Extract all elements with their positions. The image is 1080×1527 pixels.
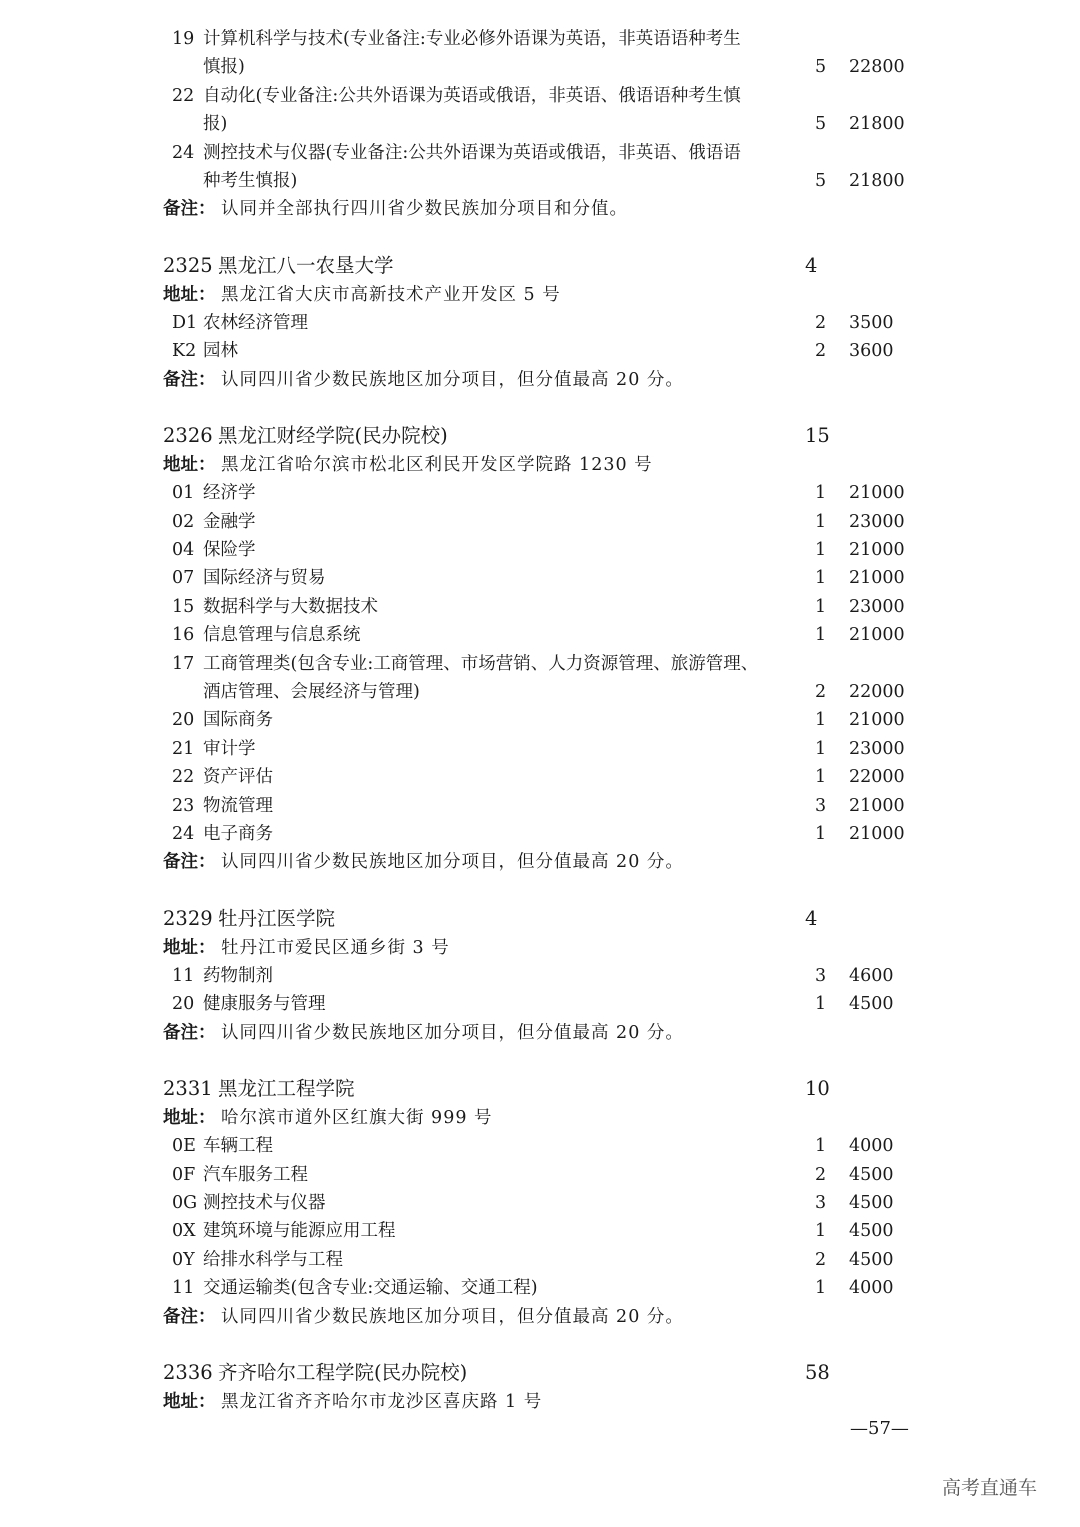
school-name: 黑龙江工程学院 [218,1077,355,1101]
major-name: 车辆工程 [203,1136,273,1157]
school-header [0,1075,1080,1103]
major-count: 1 [815,596,827,617]
major-code: 20 [172,710,195,731]
major-code: 24 [172,823,195,844]
major-code: 0Y [172,1249,195,1270]
major-code: 02 [172,511,195,532]
major-name: 电子商务 [203,823,273,844]
major-fee: 4600 [849,965,894,986]
major-fee: 21000 [849,625,905,646]
note-row [0,1303,1080,1331]
address-text: 牡丹江市爱民区通乡街 3 号 [221,937,450,958]
major-code: 0E [172,1136,196,1157]
major-name: 交通运输类(包含专业:交通运输、交通工程) [203,1278,538,1299]
major-name: 金融学 [203,511,256,532]
note-label: 备注： [163,369,216,390]
note-text: 认同四川省少数民族地区加分项目，但分值最高 20 分。 [221,1022,684,1043]
address-row [0,1388,1080,1416]
note-text: 认同四川省少数民族地区加分项目，但分值最高 20 分。 [221,852,684,873]
school-code: 2336 [163,1361,213,1385]
major-fee: 21800 [849,114,905,135]
major-fee: 22000 [849,767,905,788]
major-name: 农林经济管理 [203,312,308,333]
major-row [0,508,1080,536]
note-label: 备注： [163,1022,216,1043]
major-row-cont [0,110,1080,138]
school-name: 牡丹江医学院 [218,907,336,931]
major-row-cont [0,167,1080,195]
major-row [0,1217,1080,1245]
major-fee: 21000 [849,823,905,844]
major-count: 2 [815,1249,827,1270]
major-count: 3 [815,795,827,816]
school-code: 2326 [163,424,213,448]
address-text: 黑龙江省齐齐哈尔市龙沙区喜庆路 1 号 [221,1391,543,1412]
school-code: 2331 [163,1077,213,1101]
major-name: 测控技术与仪器(专业备注:公共外语课为英语或俄语，非英语、俄语语 [203,142,741,163]
school-header [0,905,1080,933]
major-count: 2 [815,1164,827,1185]
major-count: 1 [815,483,827,504]
major-name: 物流管理 [203,795,273,816]
major-code: 01 [172,483,195,504]
major-name: 给排水科学与工程 [203,1249,343,1270]
major-name: 数据科学与大数据技术 [203,596,378,617]
major-code: 11 [172,965,195,986]
note-row [0,366,1080,394]
major-count: 5 [815,170,827,191]
major-fee: 21000 [849,540,905,561]
major-count: 2 [815,341,827,362]
address-label: 地址： [163,284,216,305]
note-row [0,195,1080,223]
major-fee: 21000 [849,483,905,504]
major-fee: 3600 [849,341,894,362]
major-fee: 4500 [849,1193,894,1214]
major-name: 建筑环境与能源应用工程 [203,1221,396,1242]
major-fee: 21800 [849,170,905,191]
school-header [0,252,1080,280]
major-code: 07 [172,568,195,589]
major-name-cont: 报) [203,114,228,135]
major-code: 21 [172,738,195,759]
school-header [0,1359,1080,1387]
major-count: 1 [815,767,827,788]
major-row [0,621,1080,649]
major-name: 汽车服务工程 [203,1164,308,1185]
note-text: 认同并全部执行四川省少数民族加分项目和分值。 [221,199,628,220]
major-fee: 3500 [849,312,894,333]
major-count: 3 [815,1193,827,1214]
address-label: 地址： [163,1391,216,1412]
major-row [0,706,1080,734]
note-row [0,848,1080,876]
major-code: 15 [172,596,195,617]
major-row [0,1161,1080,1189]
major-name: 健康服务与管理 [203,994,326,1015]
major-count: 1 [815,1278,827,1299]
major-row [0,990,1080,1018]
major-name-cont: 慎报) [203,57,245,78]
major-row [0,337,1080,365]
major-row [0,139,1080,167]
major-count: 1 [815,738,827,759]
major-name: 计算机科学与技术(专业备注:专业必修外语课为英语，非英语语种考生 [203,29,741,49]
major-name: 药物制剂 [203,965,273,986]
address-row [0,281,1080,309]
major-code: 16 [172,625,195,646]
major-row [0,593,1080,621]
note-text: 认同四川省少数民族地区加分项目，但分值最高 20 分。 [221,1306,684,1327]
major-row [0,962,1080,990]
note-row [0,1019,1080,1047]
major-count: 1 [815,1221,827,1242]
major-row [0,25,1080,53]
address-label: 地址： [163,1107,216,1128]
major-name: 保险学 [203,540,256,561]
note-label: 备注： [163,852,216,873]
school-count: 15 [805,424,830,448]
major-code: 22 [172,767,195,788]
major-code: 22 [172,85,195,106]
major-count: 1 [815,540,827,561]
school-count: 58 [805,1361,830,1385]
major-fee: 4000 [849,1136,894,1157]
major-code: 24 [172,142,195,163]
major-row-cont [0,678,1080,706]
major-row [0,1189,1080,1217]
major-row [0,763,1080,791]
major-row [0,650,1080,678]
address-row [0,934,1080,962]
major-fee: 23000 [849,738,905,759]
major-row [0,792,1080,820]
school-count: 10 [805,1077,830,1101]
major-row [0,479,1080,507]
major-name: 资产评估 [203,767,273,788]
major-fee: 4500 [849,1164,894,1185]
major-code: 0X [172,1221,196,1242]
address-text: 黑龙江省大庆市高新技术产业开发区 5 号 [221,284,561,305]
school-header [0,422,1080,450]
major-fee: 4500 [849,1249,894,1270]
major-count: 1 [815,625,827,646]
address-row [0,1104,1080,1132]
major-count: 1 [815,1136,827,1157]
major-name: 国际商务 [203,710,273,731]
major-code: 11 [172,1278,195,1299]
major-count: 1 [815,710,827,731]
major-code: 0G [172,1193,198,1214]
major-code: 17 [172,653,195,674]
major-row [0,1246,1080,1274]
major-name: 工商管理类(包含专业:工商管理、市场营销、人力资源管理、旅游管理、 [203,653,759,674]
major-count: 2 [815,681,827,702]
school-code: 2329 [163,907,213,931]
address-text: 黑龙江省哈尔滨市松北区利民开发区学院路 1230 号 [221,454,653,475]
major-name: 园林 [203,341,238,362]
note-label: 备注： [163,1306,216,1327]
major-row [0,1274,1080,1302]
major-row [0,820,1080,848]
major-count: 1 [815,511,827,532]
major-name-cont: 种考生慎报) [203,170,298,191]
major-count: 1 [815,568,827,589]
watermark: 高考直通车 [942,1477,1038,1499]
address-text: 哈尔滨市道外区红旗大街 999 号 [221,1107,493,1128]
major-row-cont [0,53,1080,81]
major-fee: 23000 [849,511,905,532]
major-name: 测控技术与仪器 [203,1193,326,1214]
major-row [0,564,1080,592]
school-count: 4 [805,907,818,931]
major-row [0,735,1080,763]
address-label: 地址： [163,937,216,958]
major-fee: 4000 [849,1278,894,1299]
school-code: 2325 [163,254,213,278]
major-code: 19 [172,29,195,49]
major-fee: 23000 [849,596,905,617]
school-name: 黑龙江八一农垦大学 [218,254,394,278]
major-code: K2 [172,341,197,362]
major-fee: 4500 [849,1221,894,1242]
major-fee: 22000 [849,681,905,702]
major-code: 23 [172,795,195,816]
school-name: 齐齐哈尔工程学院(民办院校) [218,1361,468,1385]
major-name: 经济学 [203,483,256,504]
major-count: 1 [815,823,827,844]
major-name: 审计学 [203,738,256,759]
major-fee: 22800 [849,57,905,78]
major-fee: 21000 [849,568,905,589]
major-name-cont: 酒店管理、会展经济与管理) [203,681,420,702]
major-code: 04 [172,540,195,561]
major-name: 信息管理与信息系统 [203,625,361,646]
major-fee: 4500 [849,994,894,1015]
address-label: 地址： [163,454,216,475]
major-code: 0F [172,1164,196,1185]
major-count: 3 [815,965,827,986]
major-row [0,1132,1080,1160]
major-code: D1 [172,312,198,333]
page-number: —57— [850,1418,909,1439]
major-name: 国际经济与贸易 [203,568,326,589]
address-row [0,451,1080,479]
major-row [0,82,1080,110]
major-count: 1 [815,994,827,1015]
note-text: 认同四川省少数民族地区加分项目，但分值最高 20 分。 [221,369,684,390]
major-row [0,309,1080,337]
major-count: 5 [815,57,827,78]
major-row [0,536,1080,564]
major-fee: 21000 [849,710,905,731]
major-count: 5 [815,114,827,135]
major-code: 20 [172,994,195,1015]
school-name: 黑龙江财经学院(民办院校) [218,424,448,448]
major-fee: 21000 [849,795,905,816]
note-label: 备注： [163,199,216,220]
school-count: 4 [805,254,818,278]
major-name: 自动化(专业备注:公共外语课为英语或俄语，非英语、俄语语种考生慎 [203,85,741,106]
major-count: 2 [815,312,827,333]
